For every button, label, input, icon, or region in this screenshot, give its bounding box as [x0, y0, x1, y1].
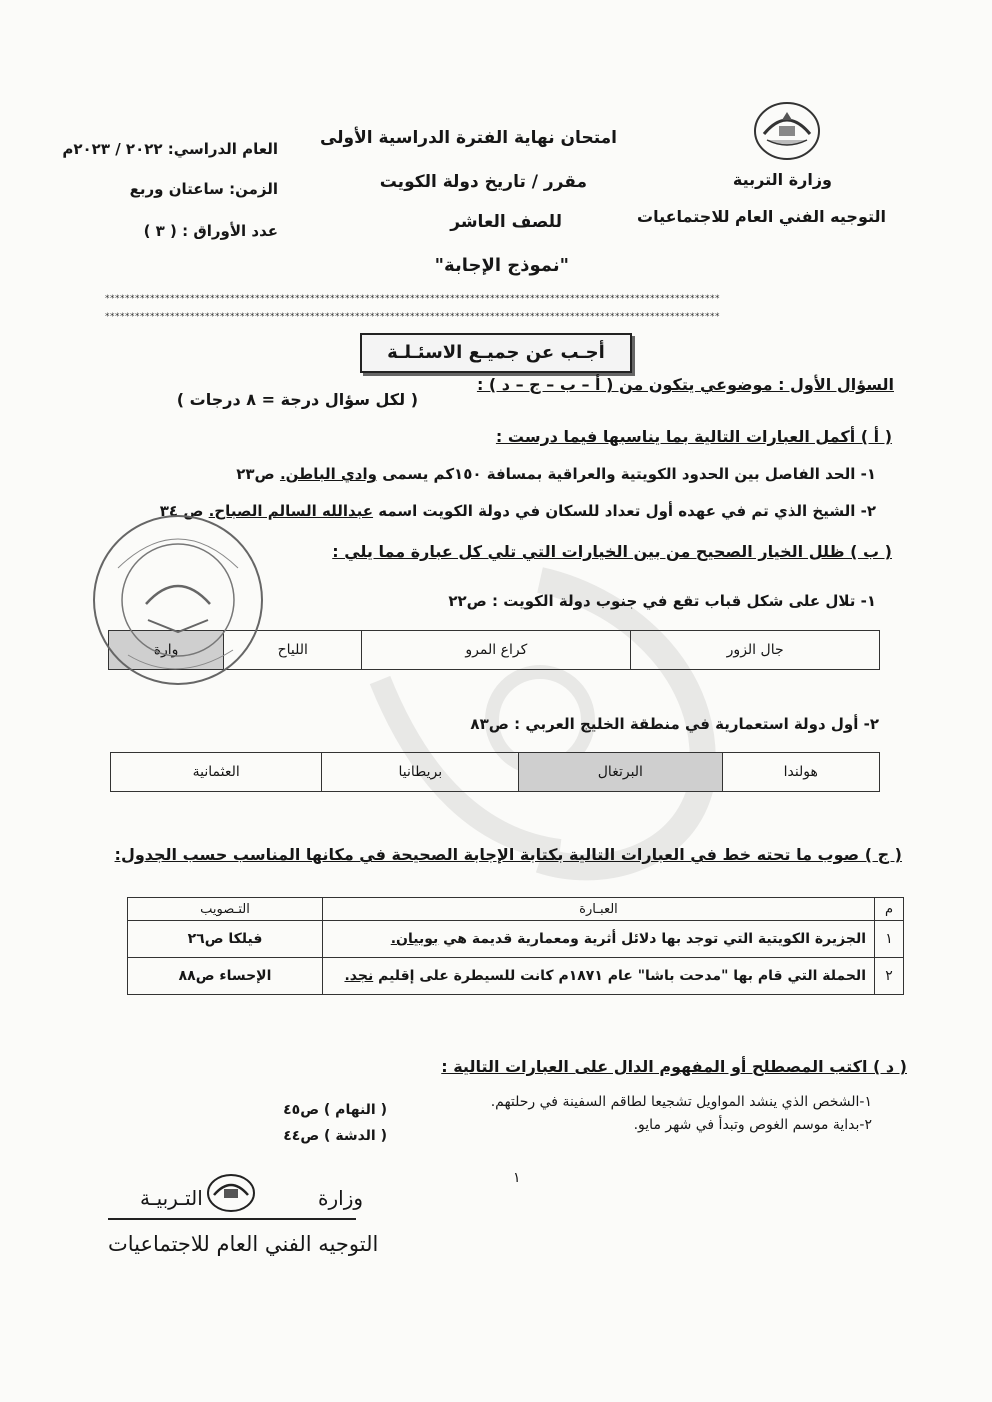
question-1-title: السؤال الأول : موضوعي يتكون من ( أ – ب – ج – د ) : — [476, 375, 894, 394]
footer-education: التـربيـة — [140, 1186, 203, 1210]
ministry-emblem-icon — [752, 100, 822, 162]
statement-text: الحملة التي قام بها "مدحت باشا" عام ١٨٧١م كانت للسيطرة على إقليم — [378, 968, 866, 984]
question-1-marks: ( لكل سؤال درجة = ٨ درجات ) — [176, 390, 418, 409]
option-cell-selected[interactable]: البرتغال — [519, 753, 722, 792]
row-statement — [323, 921, 875, 958]
table-row — [128, 921, 904, 958]
grade-level: للصف العاشر — [450, 212, 562, 232]
row-statement — [323, 958, 875, 995]
row-num: ٢ — [875, 958, 904, 995]
option-cell[interactable]: كراع المرو — [362, 631, 631, 670]
item-answer: عبدالله السالم الصباح. — [208, 502, 374, 520]
section-d-answer: ( الدشة ) ص٤٤ — [283, 1128, 387, 1144]
item-text: ٢- الشيخ الذي تم في عهده أول تعداد للسكان في دولة الكويت اسمه — [378, 502, 876, 520]
page-number: ١ — [513, 1170, 521, 1186]
statement-text: الجزيرة الكويتية التي توجد بها دلائل أثرية ومعمارية قديمة هي — [443, 931, 866, 947]
academic-year: العام الدراسي: ٢٠٢٢ / ٢٠٢٣م — [62, 140, 278, 158]
row-correction: الإحساء ص٨٨ — [128, 958, 323, 995]
option-cell-selected[interactable]: وارة — [109, 631, 224, 670]
header-statement: العبـارة — [323, 898, 875, 921]
row-correction: فيلكا ص٢٦ — [128, 921, 323, 958]
section-d-item: ٢-بداية موسم الغوص وتبدأ في شهر مايو. — [633, 1117, 872, 1133]
section-d-answer: ( النهام ) ص٤٥ — [283, 1102, 387, 1118]
footer-emblem-icon — [205, 1173, 257, 1213]
control-stamp — [88, 510, 268, 690]
options-table-2 — [110, 752, 880, 792]
supervision-name: التوجيه الفني العام للاجتماعيات — [636, 207, 886, 226]
section-d-item: ١-الشخص الذي ينشد المواويل تشجيعا لطاقم السفينة في رحلتهم. — [490, 1094, 872, 1110]
footer-divider — [108, 1218, 356, 1220]
section-a-item — [236, 465, 876, 483]
section-b-question-1: ١- تلال على شكل قباب تقع في جنوب دولة الكويت : ص٢٢ — [448, 592, 876, 610]
separator-stars: *************************************************************************************************************************** — [105, 294, 720, 304]
correction-table — [127, 897, 904, 995]
underlined-word: بوبيان. — [390, 931, 439, 947]
exam-title: امتحان نهاية الفترة الدراسية الأولى — [319, 128, 617, 148]
page-count: عدد الأوراق : ( ٣ ) — [143, 222, 278, 240]
table-header-row — [128, 898, 904, 921]
item-ref: ص٢٣ — [236, 465, 275, 483]
option-cell[interactable]: جال الزور — [631, 631, 880, 670]
instruction-box: أجـب عن جميـع الاسئـلـة — [360, 333, 632, 373]
answer-model-label: "نموذج الإجابة" — [434, 255, 569, 276]
separator-stars: *************************************************************************************************************************** — [105, 312, 720, 322]
item-answer: وادي الباطن. — [279, 465, 377, 483]
option-cell[interactable]: اللياح — [224, 631, 362, 670]
footer-supervision: التوجيه الفني العام للاجتماعيات — [108, 1232, 379, 1256]
option-cell[interactable]: بريطانيا — [322, 753, 519, 792]
section-b-title: ( ب ) ظلل الخيار الصحيح من بين الخيارات التي تلي كل عبارة مما يلي : — [332, 542, 892, 561]
header-correction: التـصويب — [128, 898, 323, 921]
header-num: م — [875, 898, 904, 921]
footer-ministry: وزارة — [318, 1186, 364, 1210]
option-cell[interactable]: العثمانية — [111, 753, 322, 792]
item-text: ١- الحد الفاصل بين الحدود الكويتية والعراقية بمسافة ١٥٠كم يسمى — [382, 465, 876, 483]
exam-duration: الزمن: ساعتان وربع — [129, 180, 278, 198]
section-b-question-2: ٢- أول دولة استعمارية في منطقة الخليج العربي : ص٨٣ — [470, 715, 879, 733]
table-row — [128, 958, 904, 995]
ministry-name: وزارة التربية — [732, 170, 832, 189]
section-a-title: ( أ ) أكمل العبارات التالية بما يناسبها فيما درست : — [495, 427, 892, 446]
section-d-title: ( د ) اكتب المصطلح أو المفهوم الدال على العبارات التالية : — [441, 1057, 907, 1076]
item-ref: ص ٣٤ — [159, 502, 204, 520]
underlined-word: نجد. — [344, 968, 374, 984]
option-cell[interactable]: هولندا — [722, 753, 880, 792]
section-c-title: ( ج ) صوب ما تحته خط في العبارات التالية بكتابة الإجابة الصحيحة في مكانها المناسب حسب الجدول: — [114, 845, 902, 864]
row-num: ١ — [875, 921, 904, 958]
course-name: مقرر / تاريخ دولة الكويت — [379, 172, 587, 192]
